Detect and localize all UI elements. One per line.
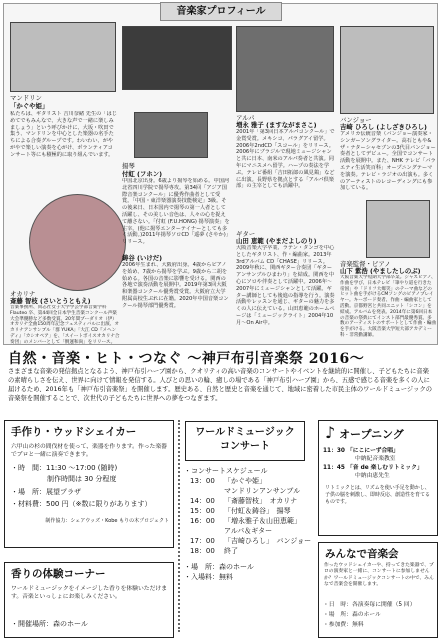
aroma-title: 香りの体験コーナー — [11, 568, 106, 580]
workshop-time — [11, 463, 171, 473]
opening-line2-sub: 中納由恵先生 — [355, 473, 390, 479]
aroma-venue-label: ・開催場所 — [11, 620, 46, 628]
banjo-name: 吉崎 ひろし (よしざきひろし) — [340, 123, 427, 131]
concert-fee-value: ：無料 — [212, 573, 233, 581]
workshop-place-label: ・場 所 — [11, 488, 39, 496]
together-title: みんなで音楽会 — [325, 548, 399, 560]
piano-role: 音楽監督・ピアノ — [340, 260, 391, 268]
ocarina-bio: 音楽事務所、同志社女子大学学芸学部音楽学科Flauteo 卒、第44回全日本学生音楽コンクール声楽大会準優勝など多数受賞。20年間プーダリオ（伊）オカリナ全曲150周年記念フェスティバルに出演、オカリナアンサンブル「群 YUKA」「大江 CD『メヘンディ』「カシオペア」を、「スイートボイスオカリナ合奏団」のメンバーとして「倒運和尚」をリリース。 — [10, 305, 120, 345]
concert-schedule-label: ・コンサートスケジュール — [184, 467, 268, 475]
workshop-title: 手作り・ウッドシェイカー — [11, 426, 137, 438]
schedule-row: 18：00 終了 — [190, 547, 238, 555]
guitar-bio: 大阪音楽大学卒業、ラテン・タンゴを中心としたギタリスト、作・編曲家。2013年 3rdアルバム CD「CHASE」リリース。2009年秋に、関西ギター合奏団「ギターアンサンブルひまわり」を結成。関西を中心にソロや伴奏として活躍中。2006年～2007年にミュージシャンとして活躍。ギター講師としても後進の指導を行う。演奏活動やレッスンを通じ、ギターの魅力を多くの人に伝えている。山田恵範のホームページは「ミュージックライト」2004年10月～On Air中。 — [236, 245, 335, 326]
profile-section — [3, 3, 438, 345]
profile-banner: 音楽家プロフィール — [160, 2, 282, 21]
together-box — [318, 542, 438, 638]
harp-guitar-photo — [236, 26, 334, 112]
piano-name: 山下 紫浩 (やましたしのぶ) — [340, 267, 421, 275]
aroma-desc: ワールドミュージックをイメージした香りを体験いただけます。音楽といっしょにお楽しみください。 — [11, 586, 167, 600]
piano-photo — [366, 200, 430, 258]
ikeda-bio: 2006年生まれ、大阪府出身。4歳からピアノを始め、7歳から揚琴を学ぶ。9歳から二胡を始める。各国の音楽に影響を受ける。関西の各地で演奏活動を展開中。2019年第3回大阪和楽器コンクール優秀賞受賞。大阪府立大学附属高校生ぶれに在籍。2020年中国音楽コンクール揚琴部門優秀賞。 — [122, 262, 229, 309]
aroma-venue — [11, 619, 88, 629]
concert-title — [185, 421, 305, 461]
aroma-box — [4, 562, 174, 638]
opening-desc: リトミックとは、リズムを使い手足を動かし、子供の脳を刺激し、即時反応、創造性を育てるものです。 — [325, 485, 431, 505]
mandolin-bio: 私たちは、ギタリスト 吉川奈緒 先生の「はじめてでもみんなで、大きな声で一緒に楽しみましょう」という呼びかけに、大坂・吹田で集う、マンドリンを中心とした楽器の名手たちによる合奏グループです。わいわい、がやがやで楽しい演奏を心がけ、ボランティアコンサート等にも積極的に取り組んでいます。 — [10, 111, 117, 158]
schedule-row: 14：00 「斎藤智枝」 オカリナ — [190, 497, 298, 505]
together-place: ・場 所：森のホール — [323, 612, 381, 618]
concert-place-value: ：森のホール — [212, 563, 254, 571]
opening-line2: 11：45 「音 de 楽しむリトミック」 — [323, 465, 423, 471]
workshop-desc: 六甲山の杉の間伐材を使って、楽器を作ります。作った楽器でプロと一緒に演奏できます。 — [11, 444, 167, 458]
workshop-fee-label: ・材料費 — [11, 500, 39, 508]
opening-title: オープニング — [339, 428, 404, 441]
harp-name: 増永 雅子 (ますながまさこ) — [236, 121, 317, 129]
together-fee: ・参加費：無料 — [323, 622, 364, 628]
opening-line1: 11：30 「にこにーず合唱」 — [323, 448, 399, 454]
banjo-photo — [340, 26, 434, 114]
workshop-time-note: 制作時間は 30 分程度 — [47, 475, 117, 483]
concert-divider — [178, 420, 180, 632]
concert-title-line1: ワールドミュージック — [195, 427, 295, 438]
schedule-row: 16：00 「増永雅子＆山田恵範」 — [190, 517, 301, 525]
festival-headline: 自然・音楽・ヒト・つなぐ ～神戸布引音楽祭 2016～ — [8, 351, 365, 367]
opening-line1-sub: 中納紀音楽教室 — [355, 456, 396, 462]
opening-heading — [325, 423, 404, 442]
together-time: ・日 時：各演奏毎に開催（5 回） — [323, 602, 416, 608]
schedule-row: 13：00 「かぐや姫」 — [190, 477, 266, 485]
mandolin-group-name: 「かぐや姫」 — [10, 102, 49, 110]
banjo-role: バンジョー — [340, 116, 372, 124]
guitar-role: ギター — [236, 230, 256, 238]
yangqin-bio: 中国北京出身。6歳より揚琴を始める。中国河北省四川学院で揚琴専攻。第34回「アジア国際音楽コンクール」に優秀作曲者として受賞。「中国・東洋楽器演奏技能検定」3級。その後来日、日本国内で揚琴の第一人者として活躍し、その美しい音色は、人々の心を捉えて離さない。「付虹 (F.U.HONG) 揚琴演奏」を主宰。(他に揚琴エンターテイナーとしても多く活動。)2011年揚琴ソロCD「遥夢 (さやか)」リリース。 — [122, 178, 230, 246]
banjo-bio: アメリカ伝統音楽（バンジョー演奏家・シンガーソングライター。高石ともや&ザ・ナターシャセブンの3代目バンジョー奏者としてデビュー。全国でコンサート活動を展開中。また、NHK テレビ「バラエティ生活笑百科」オープニングテーマを演奏。テレビ・ラジオの出演も。多くのアーティストのレコーディングにも参加している。 — [340, 131, 436, 192]
concert-place — [184, 562, 320, 572]
harp-bio: 2001年「第3回日本アルパコンクール」で金賞受賞。メキシコ、パラグアイ留学。2006年2ndCD「スコール」をリリース。2006年にブラジルで現地ミュージシャンと共に日本、南米のアルパ奏者と共演。同年にマニスメへ留学。ハープの奏法を学ぶ。テレビ番組「吉田拓郎の風見鶏」などに出演。長野県を拠点とする「アルパ倶楽部」の主宰としても活躍中。 — [236, 129, 335, 190]
concert-fee — [184, 572, 320, 582]
opening-box — [318, 420, 438, 536]
workshop-place-value: ：展望プラザ — [39, 488, 81, 496]
schedule-row: 17：00 「吉崎ひろし」 バンジョー — [190, 537, 312, 545]
together-desc: 作ったウッドシェイカーや、持ってきた楽器で、プロの演奏家と一緒に、コンサートに参加しませんか？ワールドミュージックコンサートの中で、みんなで音楽会を開催します。 — [324, 563, 434, 588]
workshop-fee-value: ：500 円（※数に限りがあります） — [39, 500, 152, 508]
piano-bio: 大阪音楽大学短期大学部卒業。ジャズピアノ、作曲を学び、日本テレビ「筆やり道を行きた帝国」や「ドリフ大爆笑」のテーマ曲などのヒット曲を手がけるCMソングのピアノプレイヤー。キーボード奏者、作曲・編曲家として活動。京都野宮と共同ユニット「シコン」を結成。アルバムを発表。2014年に第6回日本の音楽の祭典にてインスト部門最優秀賞。多数のアーティストのサポートとして作曲・編曲を手がける。大阪音楽大学短大部アカデミー科・非常勤講師。 — [340, 275, 436, 338]
ocarina-name: 斎藤 智枝 (さいとうともえ) — [10, 297, 91, 305]
workshop-box — [4, 420, 174, 548]
concert-schedule — [184, 476, 320, 556]
concert-title-line2: コンサート — [220, 441, 270, 452]
mandolin-group-photo — [10, 22, 116, 92]
guitar-name: 山田 恵範 (やまだよしのり) — [236, 237, 317, 245]
concert-fee-label: ・入場料 — [184, 573, 212, 581]
workshop-time-value: ：11:30 ～17:00 (随時) — [39, 464, 118, 472]
yangqin-role: 揚琴 — [122, 162, 135, 170]
schedule-row: 15：00 「付虹＆鋳谷」 揚琴 — [190, 507, 291, 515]
yangqin-name: 付虹 (フホン) — [122, 170, 163, 178]
schedule-row: アルパ＆ギター — [224, 527, 273, 535]
yangqin-photo-2 — [134, 112, 208, 158]
workshop-fee — [11, 499, 171, 509]
workshop-place — [11, 487, 171, 497]
ikeda-name: 鋳谷 (いけだ) — [122, 254, 163, 262]
workshop-time-label: ・時 間 — [11, 464, 39, 472]
ocarina-role: オカリナ — [10, 290, 36, 298]
ocarina-portrait — [29, 194, 126, 291]
concert-section — [184, 466, 320, 582]
yangqin-photo — [122, 26, 232, 90]
concert-place-label: ・場 所 — [184, 563, 212, 571]
schedule-row: マンドリンアンサンブル — [224, 487, 301, 495]
music-note-icon: ♪ — [325, 423, 336, 442]
workshop-credit: 制作協力：シェアウッズ・Kobe もりの木プロジェクト — [45, 518, 169, 524]
harp-role: アルパ — [236, 114, 255, 122]
aroma-venue-value: ：森のホール — [46, 620, 88, 628]
mandolin-role: マンドリン — [10, 94, 42, 102]
festival-intro: さまざまな音楽の発信拠点となるよう、神戸布引ハーブ園から、クオリティの高い音楽のコンサートやイベントを継続的に開催し、子どもたちに音楽の素晴らしさを伝え、世界に向けて情報を発信する。人びとの思いの輪、癒しの場である「神戸布引ハーブ園」から、五感で感じる音楽を多くの人に届けるため、2016年も「神戸布引音楽祭」を開催します。歴史ある、自然と歴史と音楽を通じて、地域に密着した市民主体のワールドミュージックの音楽祭を開催することで、次世代の子どもたちに世界への夢をつなぎます。 — [8, 368, 433, 402]
